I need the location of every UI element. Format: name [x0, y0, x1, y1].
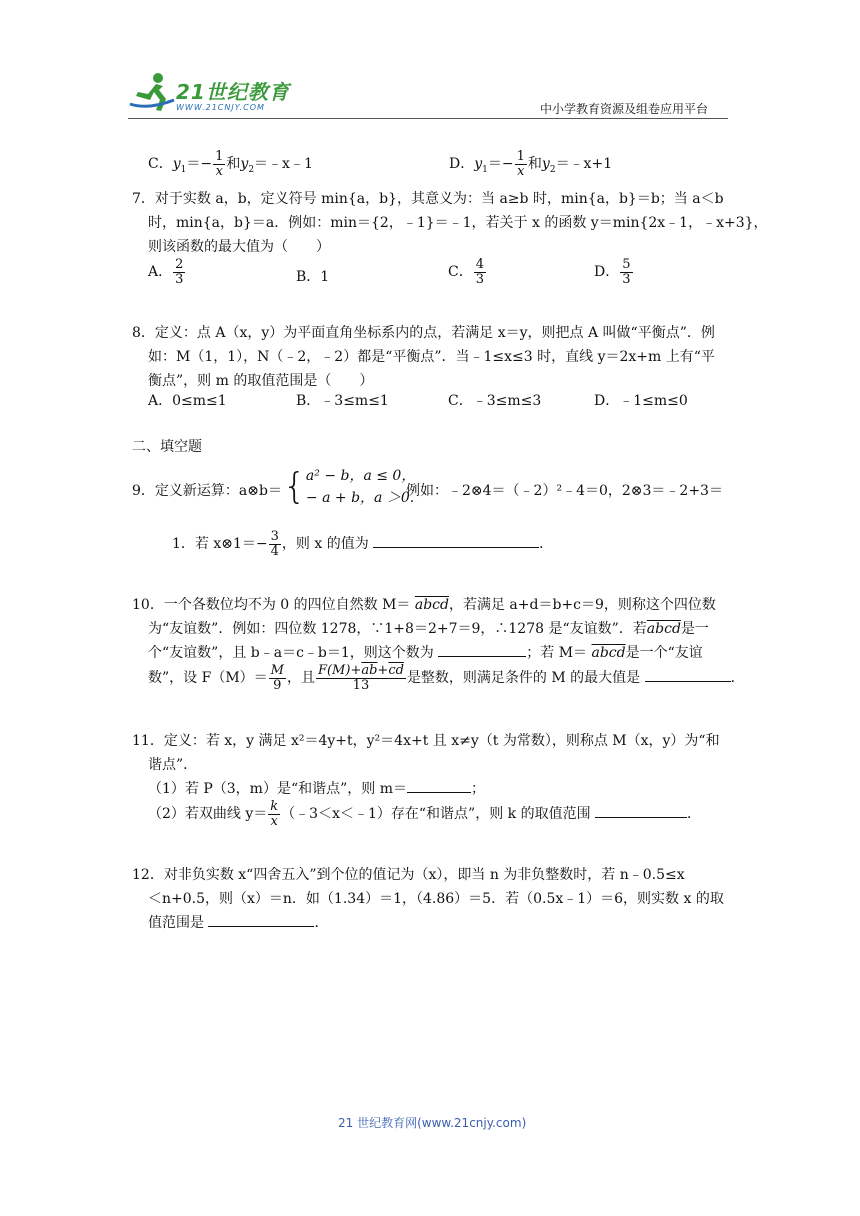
q10-answer-blank-1[interactable] [438, 644, 526, 657]
q11-line1: 11．定义：若 x，y 满足 x²＝4y+t，y²＝4x+t 且 x≠y（t 为常数），则称点 M（x，y）为“和 [132, 733, 720, 749]
q9-piecewise: { a² − b，a ≤ 0， − a + b，a ＞0. [283, 466, 416, 507]
q11-sub-1: （1）若 P（3，m）是“和谐点”，则 m＝ ； [148, 781, 485, 797]
q10-line3: 个“友谊数”，且 b﹣a＝c﹣b＝1，则这个数为 ；若 M＝ abcd是一个“友谊 [148, 645, 703, 661]
q10-line4: 数”，设 F（M）＝ $\frac{M}{9}$ ，且 $\frac{F(M)+\overline{ab}+\overline{cd}}{13}$ 是整数，则满足条件的 M 的最大值是 ． [148, 663, 745, 693]
q11-sub-2: （2）若双曲线 y＝ $\frac{k}{x}$ （﹣3＜x＜﹣1）存在“和谐点”，则 k 的取值范围 ． [148, 799, 702, 829]
q9-case-2: − a + b，a ＞0. [305, 490, 415, 506]
q12-line1: 12．对非负实数 x“四舍五入”到个位的值记为（x），即当 n 为非负整数时，若 n﹣0.5≤x [132, 867, 685, 883]
section-heading-fill-in: 二、填空题 [132, 439, 202, 455]
footer-link[interactable]: 21 世纪教育网(www.21cnjy.com) [338, 1116, 527, 1130]
q8-line2: 如：M（1，1），N（﹣2，﹣2）都是“平衡点”．当﹣1≤x≤3 时，直线 y＝2x+m 上有“平 [148, 349, 715, 365]
q6-option-d: D．$y_1=-$ $\frac{1}{x}$ 和$y_2=﹣x+1$ [449, 149, 613, 179]
q10-line2: 为“友谊数”．例如：四位数 1278，∵1+8＝2+7＝9，∴1278 是“友谊数”．若abcd是一 [148, 621, 709, 637]
q9-sub-1: 1．若 x⊗1＝− $\frac{3}{4}$ ，则 x 的值为 ． [172, 529, 554, 559]
q7-option-c: C． $\frac{4}{3}$ [448, 257, 484, 287]
q9-answer-blank[interactable] [373, 535, 539, 548]
q9-case-1: a² − b，a ≤ 0， [305, 468, 416, 484]
q9-prefix: 9．定义新运算：a⊗b＝ [132, 483, 282, 499]
logo-main-text: 21世纪教育 [176, 80, 290, 104]
q10-line1: 10．一个各数位均不为 0 的四位自然数 M＝ abcd，若满足 a+d＝b+c＝9，则称这个四位数 [132, 597, 716, 613]
q8-option-b: B．﹣3≤m≤1 [296, 393, 389, 409]
q7-line3: 则该函数的最大值为（ ） [148, 239, 330, 255]
q6-option-c: C．$y_1=-$ $\frac{1}{x}$ 和$y_2=﹣x﹣1$ [148, 149, 313, 179]
logo-url-text: WWW.21CNJY.COM [176, 103, 265, 112]
q12-line2: ＜n+0.5，则（x）＝n．如（1.34）＝1，（4.86）＝5．若（0.5x﹣1）＝6，则实数 x 的取 [148, 891, 724, 907]
q10-answer-blank-2[interactable] [645, 669, 731, 682]
q12-line3: 值范围是 ． [148, 915, 329, 931]
q7-line1: 7．对于实数 a，b，定义符号 min{a，b}，其意义为：当 a≥b 时，min{a，b}＝b；当 a＜b [132, 191, 724, 207]
q7-line2: 时，min{a，b}＝a．例如：min＝{2，﹣1}＝﹣1，若关于 x 的函数 y＝min{2x﹣1，﹣x+3}， [148, 215, 768, 231]
q9-example: 例如：﹣2⊗4＝（﹣2）²﹣4＝0，2⊗3＝﹣2+3＝ [406, 483, 723, 499]
platform-name: 中小学教育资源及组卷应用平台 [540, 102, 709, 116]
q8-line1: 8．定义：点 A（x，y）为平面直角坐标系内的点，若满足 x＝y，则把点 A 叫做“平衡点”．例 [132, 325, 715, 341]
q7-option-d: D． $\frac{5}{3}$ [594, 257, 631, 287]
q11-answer-blank-1[interactable] [407, 780, 471, 793]
runner-icon [128, 70, 178, 114]
q7-option-a: A． $\frac{2}{3}$ [148, 257, 184, 287]
q11-answer-blank-2[interactable] [595, 805, 687, 818]
q11-line2: 谐点”． [148, 757, 198, 773]
q8-line3: 衡点”，则 m 的取值范围是（ ） [148, 373, 374, 389]
logo [128, 70, 288, 116]
header-divider [128, 118, 728, 119]
q8-option-d: D．﹣1≤m≤0 [594, 393, 688, 409]
q8-option-a: A．0≤m≤1 [148, 393, 227, 409]
q8-option-c: C．﹣3≤m≤3 [448, 393, 542, 409]
q12-answer-blank[interactable] [208, 914, 314, 927]
q7-option-b: B．1 [296, 269, 330, 285]
